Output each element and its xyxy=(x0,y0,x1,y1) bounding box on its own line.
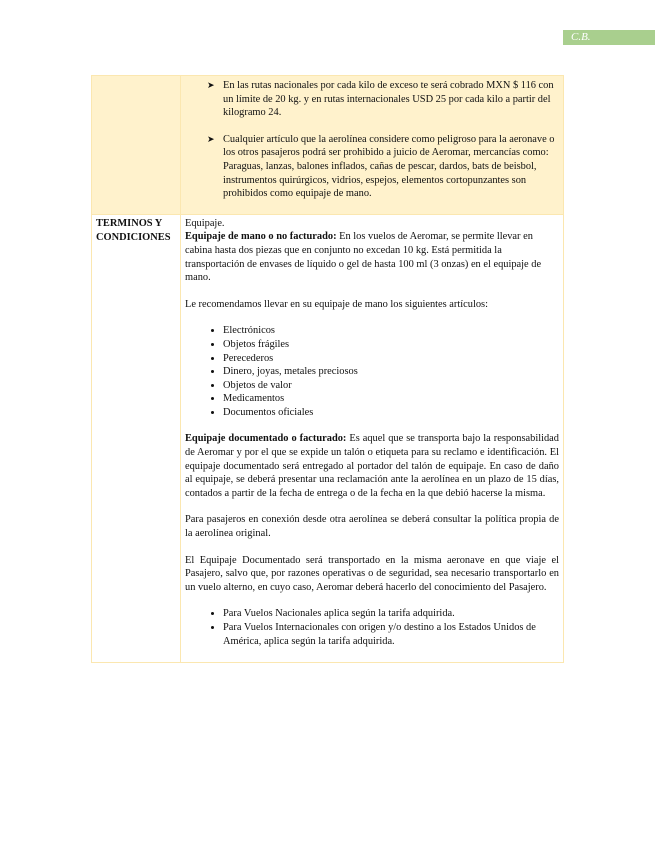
carry-on-text: En los vuelos de Aeromar, se permite llevar en cabina hasta dos piezas que en conjunto no excedan 10 kg. Está permitida la transportación de envases de líquido o gel de hasta 100 ml (3 onzas) en el equipaje de mano. xyxy=(185,231,542,284)
intro-text: Equipaje. xyxy=(185,217,225,229)
list-item xyxy=(207,79,559,120)
list-item: • Documentos oficiales xyxy=(223,406,559,420)
list-item: • Perecederos xyxy=(223,352,559,366)
empty-label-cell xyxy=(92,76,181,215)
list-item xyxy=(207,133,559,201)
table-row xyxy=(92,214,564,662)
checked-baggage-paragraph xyxy=(185,432,559,500)
list-item: • Para Vuelos Internacionales con origen y/o destino a los Estados Unidos de América, aplica según la tarifa adquirida. xyxy=(223,621,559,648)
list-item: • Medicamentos xyxy=(223,392,559,406)
arrow-icon: ➤ xyxy=(207,133,215,144)
carry-on-items-list xyxy=(185,324,559,419)
checked-baggage-text: Es aquel que se transporta bajo la responsabilidad de Aeromar y por el que se expide un talón o etiqueta para su reclamo e identificación. El equipaje documentado será entregado al portador del talón de equipaje. En caso de daño al equipaje, se deberá presentar una reclamación ante la aerolínea en un plazo de 15 días, contados a partir de la fecha de entrega o de la fecha en la que debió hacerse la misma. xyxy=(185,433,559,499)
list-item: • Electrónicos xyxy=(223,324,559,338)
header-initials: C.B. xyxy=(563,30,655,45)
baggage-rules-cell xyxy=(181,76,564,215)
prohibited-items-text: Cualquier artículo que la aerolínea considere como peligroso para la aeronave o los otros pasajeros podrá ser prohibido a juicio de Aeromar, mercancías como: Paraguas, lanzas, balones inflados, cañas de pescar, dardos, bats de beisbol, instrumentos quirúrgicos, vidrios, espejos, elementos cortopunzantes son prohibidos como equipaje de mano. xyxy=(223,133,555,200)
terms-table xyxy=(91,75,564,663)
list-item: • Objetos de valor xyxy=(223,379,559,393)
carry-on-paragraph xyxy=(185,230,559,284)
terms-content-cell xyxy=(181,214,564,662)
list-item: • Para Vuelos Nacionales aplica según la tarifa adquirida. xyxy=(223,607,559,621)
same-aircraft-paragraph: El Equipaje Documentado será transportado en la misma aeronave en que viaje el Pasajero, salvo que, por razones operativas o de seguridad, sea necesario transportarlo en un vuelo alterno, en cuyo caso, Aeromar deberá hacerlo del conocimiento del Pasajero. xyxy=(185,554,559,593)
terms-label: TERMINOS Y CONDICIONES xyxy=(92,214,181,662)
list-item: • Dinero, joyas, metales preciosos xyxy=(223,365,559,379)
list-item: • Objetos frágiles xyxy=(223,338,559,352)
flight-rules-list xyxy=(185,607,559,648)
recommend-text: Le recomendamos llevar en su equipaje de mano los siguientes artículos: xyxy=(185,298,488,310)
arrow-icon: ➤ xyxy=(207,80,215,90)
table-row xyxy=(92,76,564,215)
carry-on-heading: Equipaje de mano o no facturado: xyxy=(185,231,337,243)
excess-weight-text: En las rutas nacionales por cada kilo de exceso te será cobrado MXN $ 116 con un límite de 20 kg. y en rutas internacionales USD 25 por cada kilo a partir del kilogramo 24. xyxy=(223,80,554,119)
connection-paragraph: Para pasajeros en conexión desde otra aerolínea se deberá consultar la política propia de la aerolínea original. xyxy=(185,514,559,540)
checked-baggage-heading: Equipaje documentado o facturado: xyxy=(185,433,347,445)
arrow-bullet-list xyxy=(185,79,559,201)
